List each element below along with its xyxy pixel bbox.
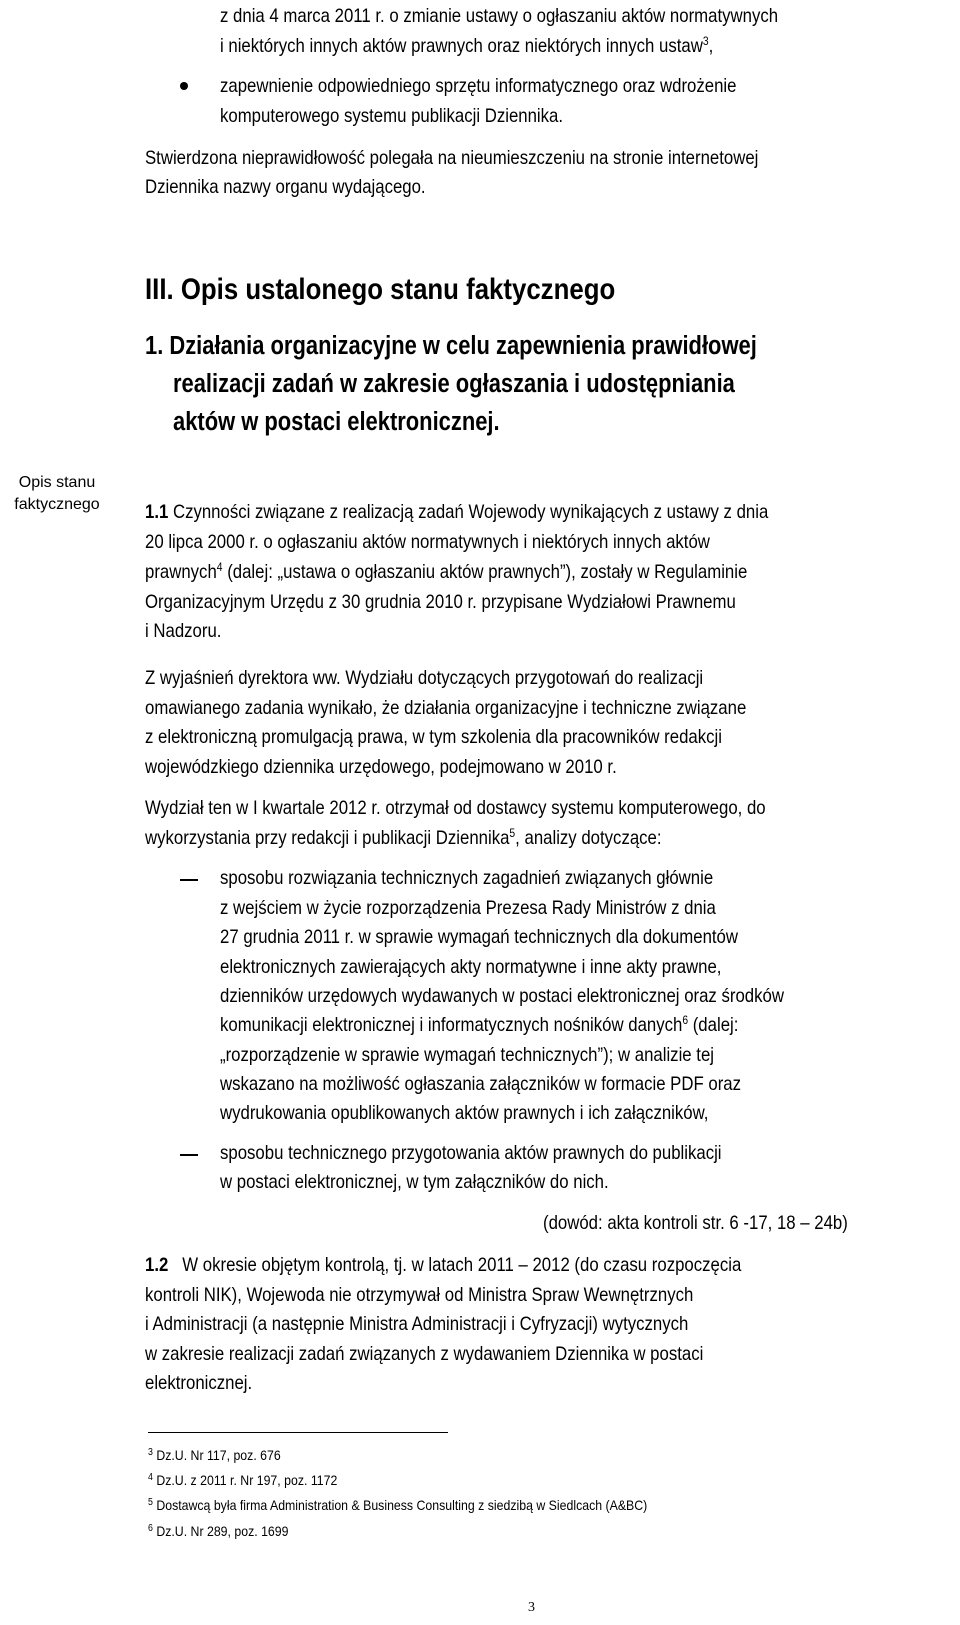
dash1-line-1: sposobu rozwiązania technicznych zagadnień związanych głównie bbox=[220, 867, 714, 889]
director-line-4: wojewódzkiego dziennika urzędowego, podejmowano w 2010 r. bbox=[145, 756, 617, 778]
dash2-line-2: w postaci elektronicznej, w tym załączników do nich. bbox=[220, 1171, 609, 1193]
p11-line-4: Organizacyjnym Urzędu z 30 grudnia 2010 r. przypisane Wydziałowi Prawnemu bbox=[145, 591, 736, 613]
dash-icon bbox=[180, 879, 198, 881]
bullet-icon bbox=[180, 82, 188, 90]
p12-line-5: elektronicznej. bbox=[145, 1372, 253, 1394]
bullet-line-2: komputerowego systemu publikacji Dziennika. bbox=[220, 105, 564, 127]
wydzial-line-2: wykorzystania przy redakcji i publikacji Dziennika$^5$, analizy dotyczące: bbox=[145, 826, 662, 849]
dash1-line-5: dzienników urzędowych wydawanych w postaci elektronicznej oraz środków bbox=[220, 985, 784, 1007]
footnote-ref-6[interactable]: 6 bbox=[682, 1013, 689, 1027]
dash1-line-2: z wejściem w życie rozporządzenia Prezesa Rady Ministrów z dnia bbox=[220, 897, 716, 919]
bullet-line-1: zapewnienie odpowiedniego sprzętu informatycznego oraz wdrożenie bbox=[220, 75, 737, 97]
footnote-ref-4[interactable]: 4 bbox=[216, 560, 223, 574]
p12-number: 1.2 bbox=[145, 1254, 169, 1276]
p12-line-2: kontroli NIK), Wojewoda nie otrzymywał od Ministra Spraw Wewnętrznych bbox=[145, 1284, 694, 1306]
footnote-ref-3[interactable]: 3 bbox=[702, 34, 709, 48]
wydzial-line-1: Wydział ten w I kwartale 2012 r. otrzymał od dostawcy systemu komputerowego, do bbox=[145, 797, 766, 819]
intro-line-2: i niektórych innych aktów prawnych oraz niektórych innych ustaw$^3$, bbox=[220, 34, 714, 57]
intro-line-1: z dnia 4 marca 2011 r. o zmianie ustawy o ogłaszaniu aktów normatywnych bbox=[220, 5, 779, 27]
footnote-6: $^6$ Dz.U. Nr 289, poz. 1699 bbox=[148, 1523, 289, 1539]
finding-line-1: Stwierdzona nieprawidłowość polegała na nieumieszczeniu na stronie internetowej bbox=[145, 147, 759, 169]
p11-line-1: 1.1 Czynności związane z realizacją zadań Wojewody wynikających z ustawy z dnia bbox=[145, 501, 769, 523]
p12-line-1: 1.2 W okresie objętym kontrolą, tj. w latach 2011 – 2012 (do czasu rozpoczęcia bbox=[145, 1254, 742, 1276]
p11-line-3: prawnych$^4$ (dalej: „ustawa o ogłaszaniu aktów prawnych”), zostały w Regulaminie bbox=[145, 560, 748, 583]
director-line-2: omawianego zadania wynikało, że działania organizacyjne i techniczne związane bbox=[145, 697, 747, 719]
footnote-5: $^5$ Dostawcą była firma Administration & Business Consulting z siedzibą w Siedlcach (A&BC) bbox=[148, 1497, 648, 1513]
subsection-heading-line-1: 1. Działania organizacyjne w celu zapewnienia prawidłowej bbox=[145, 332, 757, 360]
section-title: III. Opis ustalonego stanu faktycznego bbox=[145, 273, 616, 306]
footnote-ref-5[interactable]: 5 bbox=[509, 826, 516, 840]
footnote-3: $^3$ Dz.U. Nr 117, poz. 676 bbox=[148, 1447, 281, 1463]
footnote-divider bbox=[148, 1432, 448, 1433]
dash1-line-4: elektronicznych zawierających akty normatywne i inne akty prawne, bbox=[220, 956, 722, 978]
p11-line-2: 20 lipca 2000 r. o ogłaszaniu aktów normatywnych i niektórych innych aktów bbox=[145, 531, 710, 553]
margin-note: Opis stanu faktycznego bbox=[14, 474, 100, 513]
dash1-line-6: komunikacji elektronicznej i informatycznych nośników danych$^6$ (dalej: bbox=[220, 1013, 739, 1036]
subsection-heading-line-2: realizacji zadań w zakresie ogłaszania i udostępniania bbox=[173, 370, 735, 398]
dash1-line-3: 27 grudnia 2011 r. w sprawie wymagań technicznych dla dokumentów bbox=[220, 926, 738, 948]
subsection-heading-line-3: aktów w postaci elektronicznej. bbox=[173, 408, 500, 436]
director-line-3: z elektroniczną promulgacją prawa, w tym szkolenia dla pracowników redakcji bbox=[145, 726, 722, 748]
footnote-4: $^4$ Dz.U. z 2011 r. Nr 197, poz. 1172 bbox=[148, 1472, 338, 1488]
dash1-line-7: „rozporządzenie w sprawie wymagań technicznych”); w analizie tej bbox=[220, 1044, 715, 1066]
p11-line-5: i Nadzoru. bbox=[145, 620, 222, 642]
dash-icon bbox=[180, 1154, 198, 1156]
dash1-line-9: wydrukowania opublikowanych aktów prawnych i ich załączników, bbox=[220, 1102, 709, 1124]
finding-line-2: Dziennika nazwy organu wydającego. bbox=[145, 176, 426, 198]
evidence-reference: (dowód: akta kontroli str. 6 -17, 18 – 24b) bbox=[543, 1212, 848, 1234]
dash1-line-8: wskazano na możliwość ogłaszania załączników w formacie PDF oraz bbox=[220, 1073, 742, 1095]
dash2-line-1: sposobu technicznego przygotowania aktów prawnych do publikacji bbox=[220, 1142, 722, 1164]
p12-line-3: i Administracji (a następnie Ministra Administracji i Cyfryzacji) wytycznych bbox=[145, 1313, 689, 1335]
p12-line-4: w zakresie realizacji zadań związanych z wydawaniem Dziennika w postaci bbox=[145, 1343, 704, 1365]
page-number: 3 bbox=[528, 1600, 535, 1615]
director-line-1: Z wyjaśnień dyrektora ww. Wydziału dotyczących przygotowań do realizacji bbox=[145, 667, 704, 689]
p11-number: 1.1 bbox=[145, 501, 169, 523]
